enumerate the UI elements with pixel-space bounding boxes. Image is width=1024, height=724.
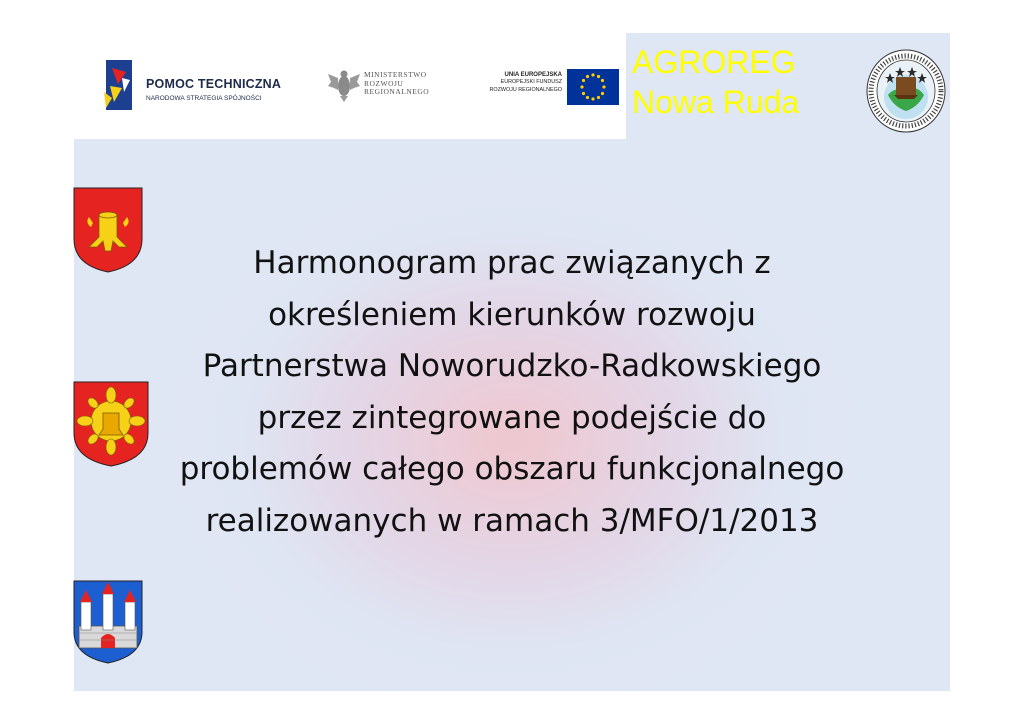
agroreg-line-1: AGROREG [632, 44, 796, 80]
ministerstwo-line-2: ROZWOJU [364, 78, 404, 88]
ministerstwo-logo [328, 68, 448, 108]
pomoc-techniczna-emblem-icon [102, 58, 142, 116]
pomoc-techniczna-logo [102, 58, 302, 118]
title-line-1: Harmonogram prac związanych z [253, 245, 771, 281]
title-line-4: przez zintegrowane podejście do [257, 399, 767, 436]
title-line-2: określeniem kierunków rozwoju [268, 296, 756, 333]
unia-line-3: ROZWOJU REGIONALNEGO [489, 86, 562, 93]
unia-line-2: EUROPEJSKI FUNDUSZ [500, 79, 562, 86]
agroreg-text [632, 42, 799, 122]
ministerstwo-line-1: MINISTERSTWO [364, 70, 427, 79]
unia-europejska-logo [476, 68, 620, 108]
pomoc-techniczna-subtitle: NARODOWA STRATEGIA SPÓJNOŚCI [146, 95, 262, 102]
castle-crest-icon [73, 580, 143, 664]
eu-flag-icon [567, 69, 619, 105]
main-title [110, 238, 914, 547]
agroreg-line-2: Nowa Ruda [632, 84, 800, 120]
eagle-icon [328, 68, 360, 104]
title-line-3: Partnerstwa Noworudzko-Radkowskiego [202, 348, 822, 384]
title-line-5: problemów całego obszaru funkcjonalnego [179, 451, 845, 487]
unia-line-1: UNIA EUROPEJSKA [504, 72, 562, 78]
pomoc-techniczna-title: POMOC TECHNICZNA [146, 77, 282, 91]
title-line-6: realizowanych w ramach 3/MFO/1/2013 [205, 502, 819, 539]
agency-emblem-icon [866, 49, 946, 133]
ministerstwo-line-3: REGIONALNEGO [364, 87, 430, 96]
